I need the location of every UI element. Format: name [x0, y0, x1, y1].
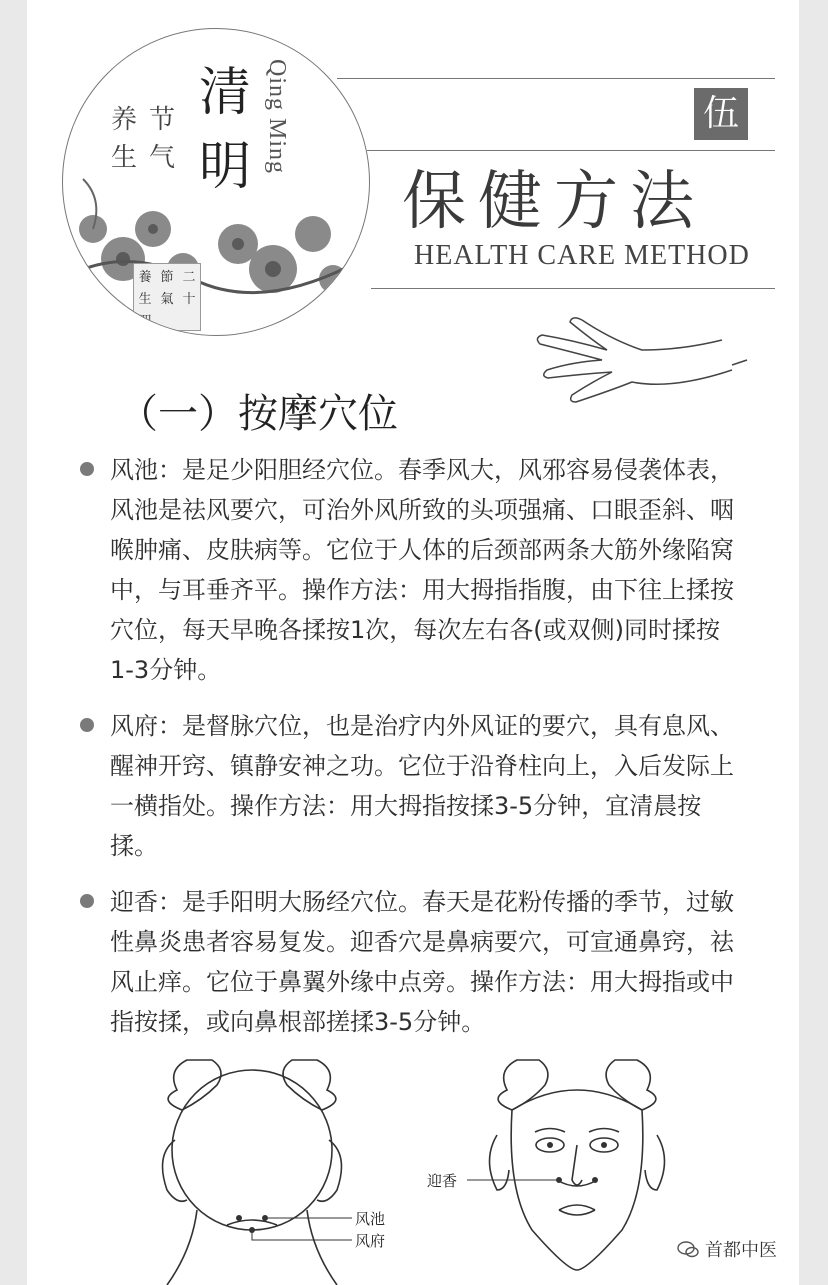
label-yingxiang: 迎香	[427, 1172, 458, 1190]
small-char-2: 节	[149, 105, 176, 135]
title-char-ming: 明	[199, 137, 252, 197]
label-fengchi: 风池	[355, 1210, 386, 1228]
list-item-fengfu	[80, 706, 740, 866]
section-title-cn: 保健方法	[402, 165, 706, 239]
stamp-char: 節	[160, 269, 174, 285]
page	[27, 0, 799, 1285]
header-rule-top	[337, 78, 775, 79]
bullet-icon	[80, 718, 94, 732]
hand-illustration	[532, 310, 752, 420]
back-of-head-figure	[163, 1060, 342, 1285]
solar-term-emblem	[62, 28, 370, 336]
stamp-char: 四	[138, 313, 152, 329]
list-item-text: 风池：是足少阳胆经穴位。春季风大，风邪容易侵袭体表，风池是祛风要穴，可治外风所致的头项强痛、口眼歪斜、咽喉肿痛、皮肤病等。它位于人体的后颈部两条大筋外缘陷窝中，与耳垂齐平。操作方法：用大拇指指腹，由下往上揉按穴位，每天早晚各揉按1次，每次左右各(或双侧)同时揉按1-3分钟。	[110, 456, 734, 684]
acupoint-list	[80, 450, 740, 1058]
wechat-icon	[677, 1240, 699, 1258]
watermark-text: 首都中医	[705, 1240, 777, 1261]
label-fengfu: 风府	[355, 1232, 386, 1250]
list-item-fengchi	[80, 450, 740, 690]
stamp-char: 氣	[160, 291, 174, 307]
section-number-badge: 伍	[694, 88, 748, 140]
account-watermark	[677, 1236, 777, 1262]
list-item-text: 风府：是督脉穴位，也是治疗内外风证的要穴，具有息风、醒神开窍、镇静安神之功。它位于沿脊柱向上，入后发际上一横指处。操作方法：用大拇指按揉3-5分钟，宜清晨按揉。	[110, 712, 734, 860]
small-char-3: 生	[111, 143, 138, 173]
twenty-four-terms-stamp	[133, 263, 201, 331]
bullet-icon	[80, 462, 94, 476]
bullet-icon	[80, 894, 94, 908]
small-char-1: 养	[111, 105, 138, 135]
section-title-en: HEALTH CARE METHOD	[414, 240, 750, 271]
stamp-char: 十	[182, 291, 196, 307]
pinyin-label: Qing Ming	[264, 59, 290, 175]
title-char-qing: 清	[199, 63, 252, 123]
list-item-text: 迎香：是手阳明大肠经穴位。春天是花粉传播的季节，过敏性鼻炎患者容易复发。迎香穴是鼻病要穴，可宣通鼻窍，祛风止痒。它位于鼻翼外缘中点旁。操作方法：用大拇指或中指按揉，或向鼻根部搓揉3-5分钟。	[110, 888, 734, 1036]
subsection-heading: （一）按摩穴位	[118, 391, 398, 437]
stamp-char: 二	[182, 269, 196, 285]
list-item-yingxiang	[80, 882, 740, 1042]
small-char-4: 气	[149, 143, 176, 173]
face-figure	[490, 1060, 665, 1270]
stamp-char: 生	[138, 291, 152, 307]
header-rule-bottom	[371, 288, 775, 289]
stamp-char: 養	[138, 269, 152, 285]
